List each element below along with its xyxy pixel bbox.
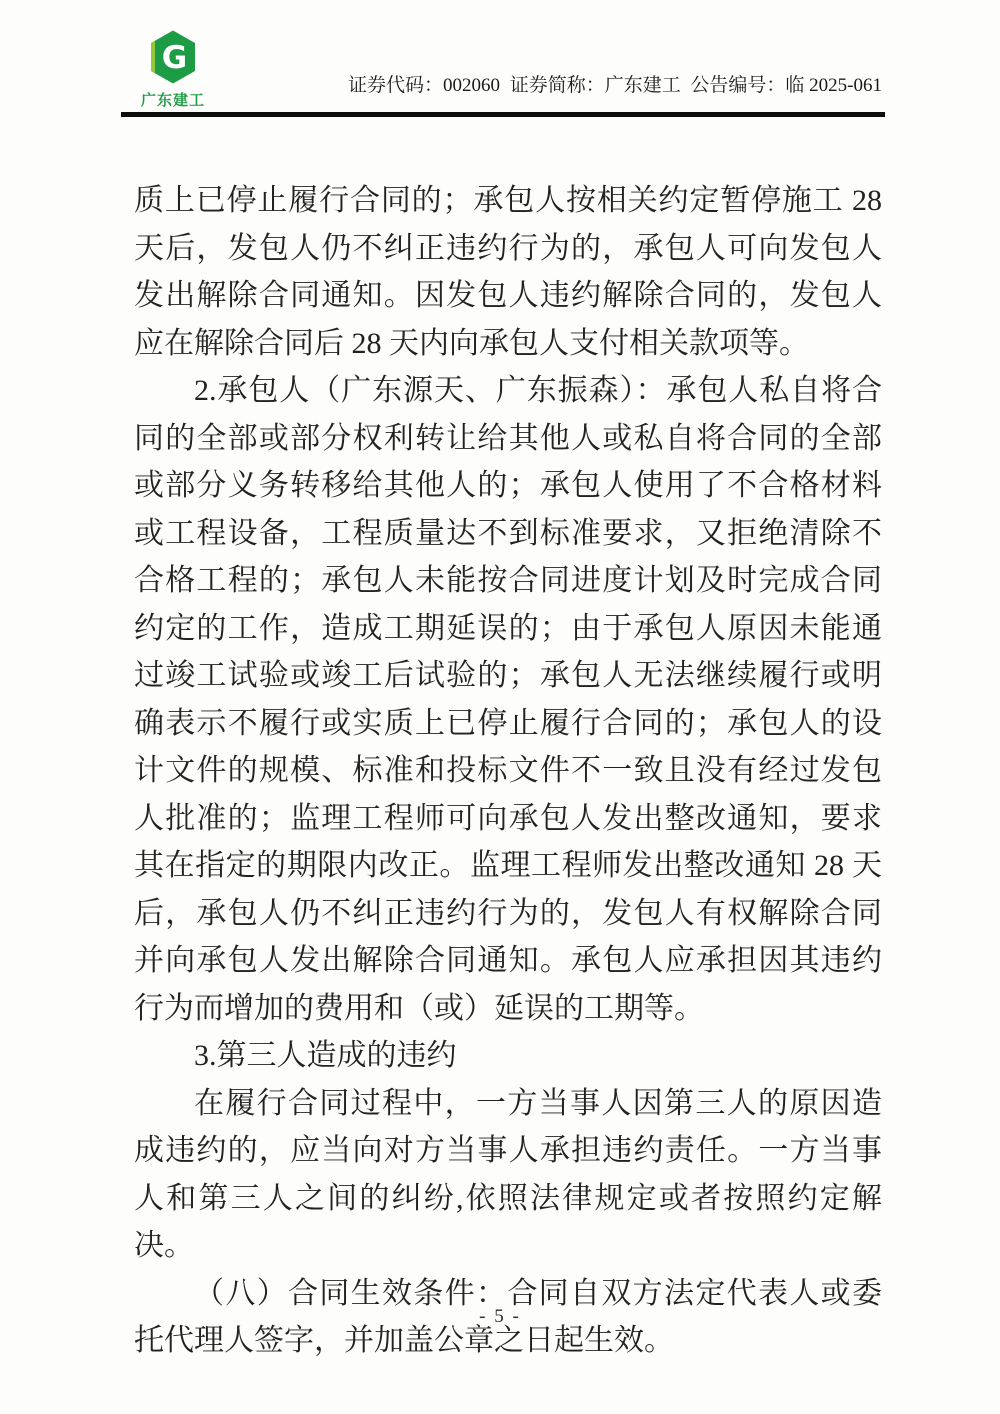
page-footer: [0, 1306, 1000, 1328]
header-divider: [121, 112, 885, 117]
logo-letter: G: [161, 40, 188, 76]
page-number: - 5 -: [479, 1306, 521, 1327]
body-paragraph: （八）合同生效条件：合同自双方法定代表人或委托代理人签字，并加盖公章之日起生效。: [134, 1276, 882, 1357]
logo-fold-shape: [151, 41, 155, 74]
document-body: [134, 177, 882, 1365]
company-logo: [140, 28, 206, 110]
body-paragraph: 3.第三人造成的违约: [194, 1039, 457, 1072]
header-info-line: [348, 70, 882, 97]
stock-code-label: 证券代码：002060: [348, 75, 501, 96]
announcement-number-label: 公告编号：临 2025-061: [690, 75, 882, 96]
body-paragraph: 质上已停止履行合同的；承包人按相关约定暂停施工 28 天后，发包人仍不纠正违约行为的，承包人可向发包人发出解除合同通知。因发包人违约解除合同的，发包人应在解除合同后 28 天内向承包人支付相关款项等。: [134, 184, 882, 360]
stock-name-label: 证券简称：广东建工: [509, 75, 681, 96]
logo-brand-text: 广东建工: [140, 92, 205, 109]
body-paragraph: 在履行合同过程中，一方当事人因第三人的原因造成违约的，应当向对方当事人承担违约责任。一方当事人和第三人之间的纠纷,依照法律规定或者按照约定解决。: [134, 1086, 882, 1262]
logo-hexagon-icon: [148, 28, 198, 86]
body-paragraph: 2.承包人（广东源天、广东振森）：承包人私自将合同的全部或部分权利转让给其他人或私自将合同的全部或部分义务转移给其他人的；承包人使用了不合格材料或工程设备，工程质量达不到标准要求，又拒绝清除不合格工程的；承包人未能按合同进度计划及时完成合同约定的工作，造成工期延误的；由于承包人原因未能通过竣工试验或竣工后试验的；承包人无法继续履行或明确表示不履行或实质上已停止履行合同的；承包人的设计文件的规模、标准和投标文件不一致且没有经过发包人批准的；监理工程师可向承包人发出整改通知，要求其在指定的期限内改正。监理工程师发出整改通知 28 天后，承包人仍不纠正违约行为的，发包人有权解除合同并向承包人发出解除合同通知。承包人应承担因其违约行为而增加的费用和（或）延误的工期等。: [134, 374, 882, 1025]
